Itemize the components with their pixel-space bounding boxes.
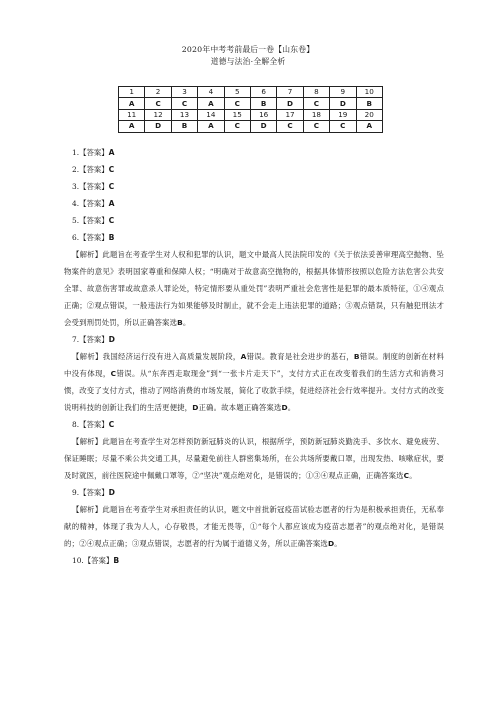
question-number: 9. bbox=[72, 488, 80, 497]
table-cell: C bbox=[277, 121, 303, 132]
table-cell: 18 bbox=[303, 109, 329, 120]
answer-letter: A bbox=[108, 148, 115, 157]
table-cell: 17 bbox=[277, 109, 303, 120]
answer-tag: 【答案】 bbox=[79, 148, 109, 157]
table-cell: 6 bbox=[250, 87, 276, 98]
explanation-text: 【解析】我国经济运行没有进入高质量发展阶段， bbox=[72, 352, 241, 361]
explanation-paragraph bbox=[64, 348, 444, 416]
table-cell: A bbox=[198, 121, 224, 132]
explanation-paragraph bbox=[64, 501, 444, 552]
answer-line bbox=[64, 484, 444, 501]
explanation-text: 错误。制度的创新在材料中没有体现， bbox=[64, 352, 445, 378]
explanation-answer-letter: C bbox=[403, 471, 410, 480]
document-title: 2020年中考考前最后一卷【山东卷】 bbox=[181, 45, 315, 54]
document-subtitle: 道德与法治·全解全析 bbox=[210, 57, 286, 66]
answer-line bbox=[64, 161, 444, 178]
explanation-paragraph bbox=[64, 433, 444, 484]
answer-tag: 【答案】 bbox=[83, 556, 114, 565]
question-number: 7. bbox=[72, 335, 80, 344]
table-cell: C bbox=[224, 121, 250, 132]
answer-tag: 【答案】 bbox=[79, 199, 109, 208]
table-cell: D bbox=[277, 98, 303, 109]
document-header bbox=[0, 44, 496, 68]
explanation-answer-letter: D bbox=[327, 539, 335, 548]
answer-line bbox=[64, 195, 444, 212]
table-row bbox=[119, 109, 383, 120]
question-number: 8. bbox=[72, 420, 80, 429]
question-number: 1. bbox=[72, 148, 80, 157]
explanation-paragraph bbox=[64, 246, 444, 331]
table-cell: 5 bbox=[224, 87, 250, 98]
answer-tag: 【答案】 bbox=[79, 165, 109, 174]
answer-line bbox=[64, 416, 444, 433]
answer-tag: 【答案】 bbox=[79, 216, 109, 225]
explanation-text: 【解析】此题旨在考查学生对人权和犯罪的认识，题文中最高人民法院印发的《关于依法妥善审理高空抛物、坠物案件的意见》表明国家尊重和保障人权；“明确对于故意高空抛物的，根据具体情形按照以危险方法危害公共安全罪、故意伤害罪或故意杀人罪论处，特定情形要从重处罚”表明严重社会危害性是犯罪的最本质特征，①④观点正确；②观点错误，一般违法行为如果能够及时制止，就不会走上违法犯罪的道路；③观点错误，只有触犯刑法才会受到刑罚处罚，所以正确答案选 bbox=[64, 250, 444, 327]
explanation-answer-letter: D bbox=[281, 403, 288, 412]
question-number: 10. bbox=[72, 556, 84, 565]
explanation-text: 。 bbox=[182, 318, 191, 327]
question-number: 3. bbox=[72, 182, 80, 191]
table-cell: B bbox=[250, 98, 276, 109]
explanation-text: 【解析】此题旨在考查学生对怎样预防新冠肺炎的认识，根据所学，预防新冠肺炎勤洗手、多饮水、避免疲劳、保证睡眠；尽量不乘公共交通工具，尽量避免前往人群密集场所，在公共场所要戴口罩，出现发热、咳嗽症状，要及时就医，前往医院途中佩戴口罩等，②“坚决”观点绝对化，是错误的；①③④观点正确，正确答案选 bbox=[64, 437, 444, 480]
table-cell: 9 bbox=[330, 87, 356, 98]
answer-line bbox=[64, 212, 444, 229]
explanation-answer-letter: B bbox=[177, 318, 183, 327]
table-cell: 14 bbox=[198, 109, 224, 120]
table-cell: 7 bbox=[277, 87, 303, 98]
table-row bbox=[119, 98, 383, 109]
explanation-text: 错误。从“东奔西走取现金”到“一张卡片走天下”，支付方式正在改变着我们的生活方式和消费习惯，改变了支付方式，推动了网络消费的市场发展，简化了收款手续，促进经济社会行效率提升。支付方式的改变说明科技的创新让我们的生活更便捷， bbox=[64, 369, 445, 412]
table-cell: 1 bbox=[119, 87, 145, 98]
answer-letter: D bbox=[108, 488, 115, 497]
table-cell: D bbox=[145, 121, 171, 132]
table-cell: D bbox=[250, 121, 276, 132]
table-row bbox=[119, 121, 383, 132]
answer-tag: 【答案】 bbox=[79, 233, 109, 242]
answer-tag: 【答案】 bbox=[79, 488, 109, 497]
table-cell: B bbox=[356, 98, 382, 109]
answer-letter: D bbox=[108, 335, 115, 344]
table-cell: C bbox=[303, 121, 329, 132]
table-row bbox=[119, 87, 383, 98]
table-cell: C bbox=[145, 98, 171, 109]
answer-line bbox=[64, 229, 444, 246]
question-number: 5. bbox=[72, 216, 80, 225]
answer-line bbox=[64, 552, 444, 569]
answer-letter: C bbox=[108, 216, 115, 225]
answer-letter: A bbox=[108, 199, 115, 208]
table-cell: 13 bbox=[171, 109, 197, 120]
table-cell: A bbox=[119, 121, 145, 132]
question-number: 2. bbox=[72, 165, 80, 174]
answer-letter: C bbox=[108, 182, 115, 191]
answer-key-table bbox=[118, 86, 383, 133]
table-cell: 10 bbox=[356, 87, 382, 98]
explanation-answer-letter: D bbox=[192, 403, 199, 412]
table-cell: 4 bbox=[198, 87, 224, 98]
answer-letter: C bbox=[108, 420, 115, 429]
table-cell: C bbox=[330, 121, 356, 132]
table-cell: 12 bbox=[145, 109, 171, 120]
table-cell: A bbox=[356, 121, 382, 132]
table-cell: 15 bbox=[224, 109, 250, 120]
answer-body bbox=[64, 144, 444, 569]
table-cell: 8 bbox=[303, 87, 329, 98]
answer-tag: 【答案】 bbox=[79, 420, 109, 429]
table-cell: 3 bbox=[171, 87, 197, 98]
explanation-text: 。 bbox=[334, 539, 342, 548]
table-cell: A bbox=[119, 98, 145, 109]
table-cell: C bbox=[224, 98, 250, 109]
explanation-text: 错误。教育是社会进步的基石， bbox=[246, 352, 354, 361]
explanation-text: 。 bbox=[409, 471, 417, 480]
table-cell: 19 bbox=[330, 109, 356, 120]
table-cell: B bbox=[171, 121, 197, 132]
answer-letter: B bbox=[108, 233, 115, 242]
table-cell: C bbox=[171, 98, 197, 109]
question-number: 6. bbox=[72, 233, 80, 242]
table-cell: D bbox=[330, 98, 356, 109]
answer-letter: C bbox=[108, 165, 115, 174]
answer-letter: B bbox=[113, 556, 120, 565]
explanation-text: 正确。故本题正确答案选 bbox=[198, 403, 282, 412]
table-cell: 20 bbox=[356, 109, 382, 120]
table-cell: 11 bbox=[119, 109, 145, 120]
answer-tag: 【答案】 bbox=[79, 182, 109, 191]
explanation-text: 。 bbox=[287, 403, 296, 412]
explanation-answer-letter: A bbox=[240, 352, 247, 361]
answer-tag: 【答案】 bbox=[79, 335, 109, 344]
explanation-answer-letter: B bbox=[353, 352, 360, 361]
table-cell: C bbox=[303, 98, 329, 109]
answer-line bbox=[64, 144, 444, 161]
explanation-answer-letter: C bbox=[110, 369, 117, 378]
answer-line bbox=[64, 178, 444, 195]
question-number: 4. bbox=[72, 199, 80, 208]
table-cell: 16 bbox=[250, 109, 276, 120]
answer-line bbox=[64, 331, 444, 348]
table-cell: A bbox=[198, 98, 224, 109]
explanation-text: 【解析】此题旨在考查学生对承担责任的认识，题文中首批新冠疫苗试验志愿者的行为是积极承担责任，无私奉献的精神，体现了我为人人，心存敬畏，才能无畏等，①“每个人都应该成为疫苗志愿者”的观点绝对化，是错误的；②④观点正确；③观点错误，志愿者的行为属于道德义务，所以正确答案选 bbox=[64, 505, 444, 548]
table-cell: 2 bbox=[145, 87, 171, 98]
